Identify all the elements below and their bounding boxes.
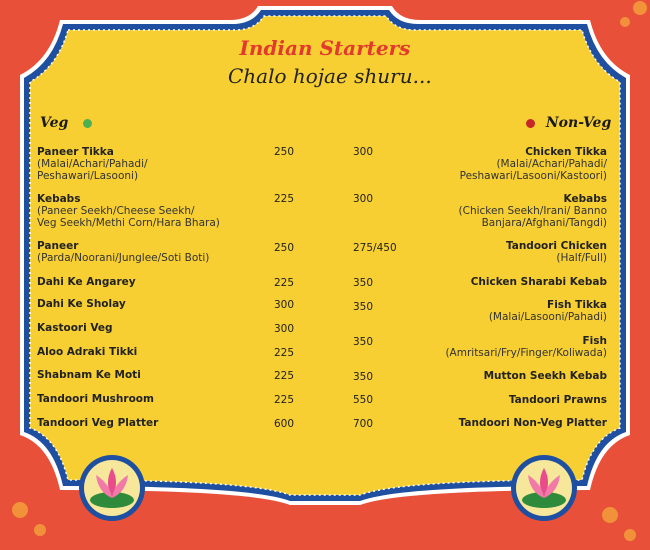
veg-item — [37, 146, 267, 182]
nonveg-item — [400, 370, 607, 382]
nonveg-item — [400, 299, 607, 323]
item-desc: (Malai/Achari/Pahadi/ Peshawari/Lasooni/Kastoori) — [459, 158, 607, 182]
item-desc: (Half/Full) — [556, 252, 607, 264]
item-name: Aloo Adraki Tikki — [37, 346, 138, 358]
menu-title: Indian Starters — [239, 36, 411, 60]
item-name: Tandoori Veg Platter — [37, 417, 159, 429]
veg-price: 225 — [274, 394, 295, 406]
veg-item — [37, 322, 267, 334]
item-desc: (Chicken Seekh/Irani/ Banno Banjara/Afghani/Tangdi) — [458, 205, 607, 229]
nonveg-price: 350 — [353, 336, 374, 348]
veg-item — [37, 417, 267, 429]
item-desc: (Malai/Lasooni/Pahadi) — [488, 311, 607, 323]
veg-item — [37, 276, 267, 288]
nonveg-price: 300 — [353, 193, 374, 205]
nonveg-item — [400, 335, 607, 359]
item-desc: (Malai/Achari/Pahadi/ Peshawari/Lasooni) — [37, 158, 148, 182]
nonveg-price: 350 — [353, 371, 374, 383]
nonveg-item — [400, 394, 607, 406]
lotus-medallion-left — [79, 455, 145, 521]
nonveg-item — [400, 276, 607, 288]
item-name: Kebabs — [37, 193, 81, 205]
item-name: Tandoori Mushroom — [37, 393, 154, 405]
nonveg-price: 700 — [353, 418, 374, 430]
nonveg-price: 275/450 — [353, 242, 397, 254]
veg-item — [37, 346, 267, 358]
item-name: Fish Tikka — [547, 299, 607, 311]
veg-item — [37, 298, 267, 310]
veg-price: 600 — [274, 418, 295, 430]
nonveg-item — [400, 240, 607, 264]
nonveg-dot-icon — [526, 119, 535, 128]
veg-price: 225 — [274, 347, 295, 359]
nonveg-item — [400, 193, 607, 229]
item-desc: (Amritsari/Fry/Finger/Koliwada) — [445, 347, 607, 359]
veg-section-header — [40, 115, 92, 131]
item-name: Mutton Seekh Kebab — [483, 370, 607, 382]
nonveg-price: 350 — [353, 277, 374, 289]
item-desc: (Paneer Seekh/Cheese Seekh/ Veg Seekh/Methi Corn/Hara Bhara) — [37, 205, 220, 229]
item-name: Chicken Tikka — [525, 146, 607, 158]
item-name: Paneer — [37, 240, 79, 252]
nonveg-item — [400, 417, 607, 429]
item-name: Shabnam Ke Moti — [37, 369, 141, 381]
menu-tagline: Chalo hojae shuru... — [228, 64, 432, 88]
item-name: Kastoori Veg — [37, 322, 113, 334]
veg-item — [37, 240, 267, 264]
nonveg-section-header — [526, 115, 611, 131]
item-name: Fish — [582, 335, 607, 347]
veg-label: Veg — [40, 115, 69, 131]
nonveg-item — [400, 146, 607, 182]
item-name: Tandoori Chicken — [505, 240, 607, 252]
nonveg-price: 350 — [353, 301, 374, 313]
nonveg-price: 300 — [353, 146, 374, 158]
item-name: Tandoori Non-Veg Platter — [458, 417, 607, 429]
nonveg-label: Non-Veg — [545, 115, 612, 131]
veg-dot-icon — [83, 119, 92, 128]
item-name: Dahi Ke Sholay — [37, 298, 126, 310]
item-name: Chicken Sharabi Kebab — [470, 276, 607, 288]
veg-price: 250 — [274, 146, 295, 158]
lotus-medallion-right — [511, 455, 577, 521]
item-name: Tandoori Prawns — [508, 394, 607, 406]
veg-price: 300 — [274, 299, 295, 311]
item-name: Kebabs — [563, 193, 607, 205]
item-desc: (Parda/Noorani/Junglee/Soti Boti) — [37, 252, 210, 264]
item-name: Paneer Tikka — [37, 146, 114, 158]
veg-price: 225 — [274, 277, 295, 289]
veg-item — [37, 193, 267, 229]
veg-price: 225 — [274, 370, 295, 382]
item-name: Dahi Ke Angarey — [37, 276, 136, 288]
nonveg-price: 550 — [353, 394, 374, 406]
veg-price: 225 — [274, 193, 295, 205]
veg-price: 250 — [274, 242, 295, 254]
veg-item — [37, 369, 267, 381]
veg-item — [37, 393, 267, 405]
veg-price: 300 — [274, 323, 295, 335]
